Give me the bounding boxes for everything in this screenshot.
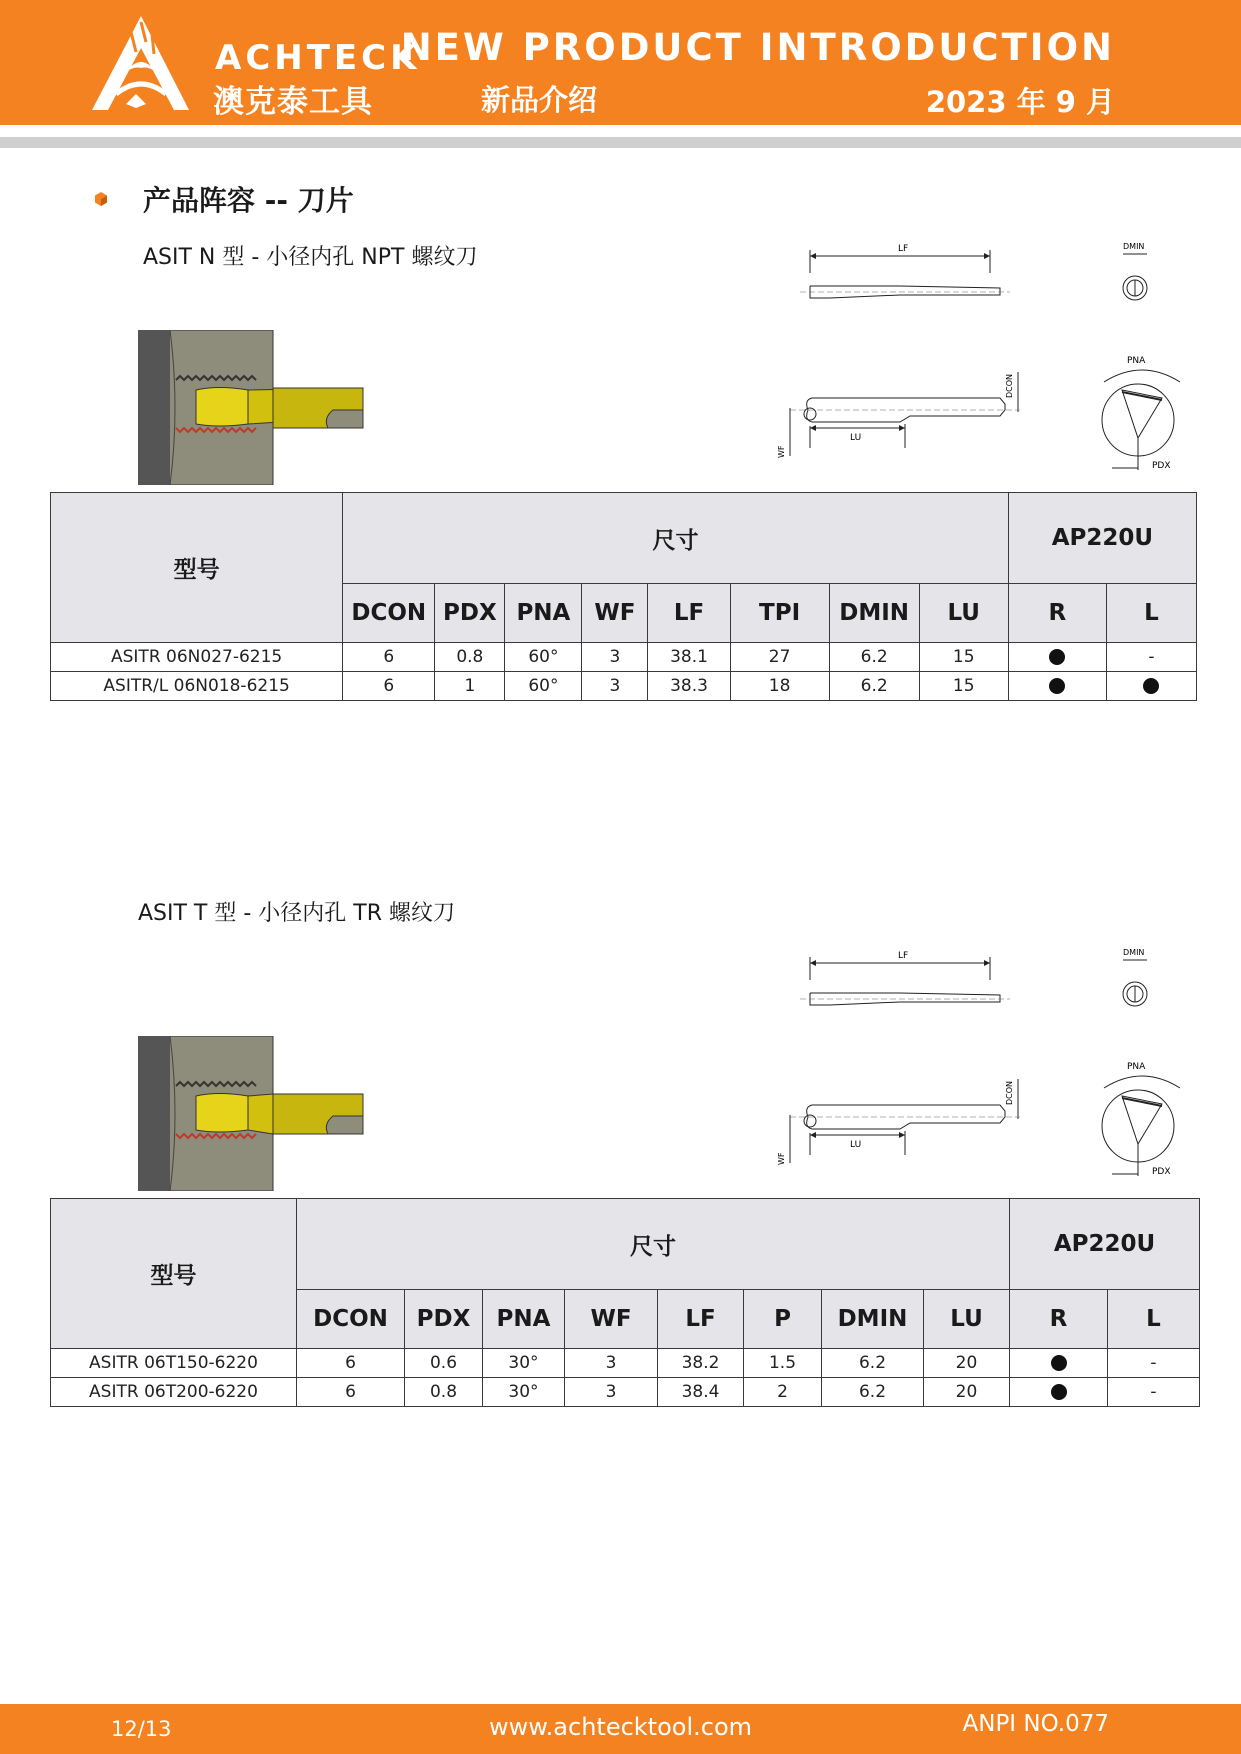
availability-cell: -	[1108, 1349, 1200, 1378]
dcon-label: DCON	[1005, 1080, 1014, 1105]
value-cell: 30°	[483, 1378, 565, 1407]
lu-label: LU	[850, 1140, 862, 1150]
insert-end-view-drawing	[1115, 240, 1155, 305]
value-cell: 6	[343, 643, 435, 672]
model-cell: ASITR 06T200-6220	[51, 1378, 297, 1407]
page-title: NEW PRODUCT INTRODUCTION	[400, 26, 1115, 69]
value-cell: 38.4	[658, 1378, 744, 1407]
dcon-label: DCON	[1005, 373, 1014, 398]
dimensions-header: 尺寸	[297, 1199, 1010, 1290]
column-header: DMIN	[829, 584, 919, 643]
value-cell: 0.8	[405, 1378, 483, 1407]
model-cell: ASITR 06N027-6215	[51, 643, 343, 672]
hand-column-header: L	[1106, 584, 1196, 643]
column-header: P	[744, 1290, 822, 1349]
threading-insert-image	[138, 330, 373, 485]
value-cell: 60°	[505, 672, 582, 701]
value-cell: 38.2	[658, 1349, 744, 1378]
value-cell: 3	[565, 1349, 658, 1378]
column-header: DCON	[297, 1290, 405, 1349]
column-header: LF	[648, 584, 730, 643]
value-cell: 38.3	[648, 672, 730, 701]
hexagon-bullet-icon	[94, 192, 108, 206]
threading-insert-image	[138, 1036, 373, 1191]
value-cell: 1	[435, 672, 505, 701]
column-header: WF	[565, 1290, 658, 1349]
wf-label: WF	[777, 1152, 786, 1165]
model-cell: ASITR 06T150-6220	[51, 1349, 297, 1378]
dmin-label: DMIN	[1123, 948, 1145, 957]
value-cell: 30°	[483, 1349, 565, 1378]
pdx-label: PDX	[1152, 461, 1171, 471]
available-dot-icon	[1143, 678, 1159, 694]
pdx-label: PDX	[1152, 1167, 1171, 1177]
column-header: PNA	[505, 584, 582, 643]
value-cell: 20	[924, 1378, 1010, 1407]
column-header: PNA	[483, 1290, 565, 1349]
column-header: LU	[919, 584, 1008, 643]
dmin-label: DMIN	[1123, 242, 1145, 251]
value-cell: 0.6	[405, 1349, 483, 1378]
section-title: 产品阵容 -- 刀片	[143, 184, 354, 217]
column-header: PDX	[435, 584, 505, 643]
insert-pna-detail-drawing	[1092, 352, 1192, 474]
availability-cell	[1106, 672, 1196, 701]
lu-label: LU	[850, 433, 862, 443]
value-cell: 1.5	[744, 1349, 822, 1378]
spec-table-t	[50, 1198, 1200, 1407]
value-cell: 6.2	[822, 1349, 924, 1378]
brand-name-cn: 澳克泰工具	[213, 84, 373, 120]
value-cell: 3	[582, 643, 648, 672]
value-cell: 18	[730, 672, 829, 701]
value-cell: 20	[924, 1349, 1010, 1378]
insert-end-view-drawing	[1115, 946, 1155, 1011]
model-header: 型号	[51, 1199, 297, 1349]
pna-label: PNA	[1127, 1062, 1146, 1072]
value-cell: 60°	[505, 643, 582, 672]
column-header: DMIN	[822, 1290, 924, 1349]
table-row	[51, 1349, 1200, 1378]
product-subtitle-n: ASIT N 型 - 小径内孔 NPT 螺纹刀	[143, 245, 478, 270]
insert-top-view-drawing	[800, 945, 1015, 1010]
value-cell: 6.2	[829, 672, 919, 701]
pna-label: PNA	[1127, 356, 1146, 366]
page-subtitle: 新品介绍	[481, 83, 598, 117]
lf-label: LF	[898, 244, 909, 254]
grade-header: AP220U	[1010, 1199, 1200, 1290]
value-cell: 0.8	[435, 643, 505, 672]
available-dot-icon	[1049, 649, 1065, 665]
value-cell: 6	[343, 672, 435, 701]
column-header: WF	[582, 584, 648, 643]
dimensions-header: 尺寸	[343, 493, 1009, 584]
value-cell: 15	[919, 643, 1008, 672]
table-row	[51, 672, 1197, 701]
insert-pna-detail-drawing	[1092, 1058, 1192, 1180]
value-cell: 3	[582, 672, 648, 701]
value-cell: 2	[744, 1378, 822, 1407]
model-cell: ASITR/L 06N018-6215	[51, 672, 343, 701]
value-cell: 27	[730, 643, 829, 672]
availability-cell	[1008, 672, 1106, 701]
available-dot-icon	[1049, 678, 1065, 694]
availability-cell	[1008, 643, 1106, 672]
website-link[interactable]: www.achtecktool.com	[488, 1713, 753, 1741]
column-header: DCON	[343, 584, 435, 643]
hand-column-header: L	[1108, 1290, 1200, 1349]
page-number: 12/13	[111, 1717, 172, 1741]
availability-cell: -	[1108, 1378, 1200, 1407]
lf-label: LF	[898, 951, 909, 961]
hand-column-header: R	[1008, 584, 1106, 643]
product-subtitle-t: ASIT T 型 - 小径内孔 TR 螺纹刀	[138, 901, 456, 926]
available-dot-icon	[1051, 1355, 1067, 1371]
value-cell: 3	[565, 1378, 658, 1407]
value-cell: 6	[297, 1349, 405, 1378]
column-header: LU	[924, 1290, 1010, 1349]
brand-name-en: ACHTECK	[215, 38, 421, 78]
column-header: LF	[658, 1290, 744, 1349]
spec-table-n	[50, 492, 1197, 701]
grade-header: AP220U	[1008, 493, 1196, 584]
value-cell: 6	[297, 1378, 405, 1407]
model-header: 型号	[51, 493, 343, 643]
anpi-number: ANPI NO.077	[962, 1711, 1109, 1737]
insert-side-view-drawing	[770, 368, 1035, 460]
issue-date: 2023 年 9 月	[925, 85, 1115, 119]
wf-label: WF	[777, 445, 786, 458]
available-dot-icon	[1051, 1384, 1067, 1400]
insert-side-view-drawing	[770, 1075, 1035, 1167]
value-cell: 38.1	[648, 643, 730, 672]
value-cell: 6.2	[829, 643, 919, 672]
availability-cell	[1010, 1378, 1108, 1407]
table-row	[51, 643, 1197, 672]
header-divider	[0, 137, 1241, 148]
hand-column-header: R	[1010, 1290, 1108, 1349]
table-row	[51, 1378, 1200, 1407]
column-header: PDX	[405, 1290, 483, 1349]
availability-cell	[1010, 1349, 1108, 1378]
insert-top-view-drawing	[800, 238, 1015, 303]
value-cell: 6.2	[822, 1378, 924, 1407]
value-cell: 15	[919, 672, 1008, 701]
column-header: TPI	[730, 584, 829, 643]
availability-cell: -	[1106, 643, 1196, 672]
